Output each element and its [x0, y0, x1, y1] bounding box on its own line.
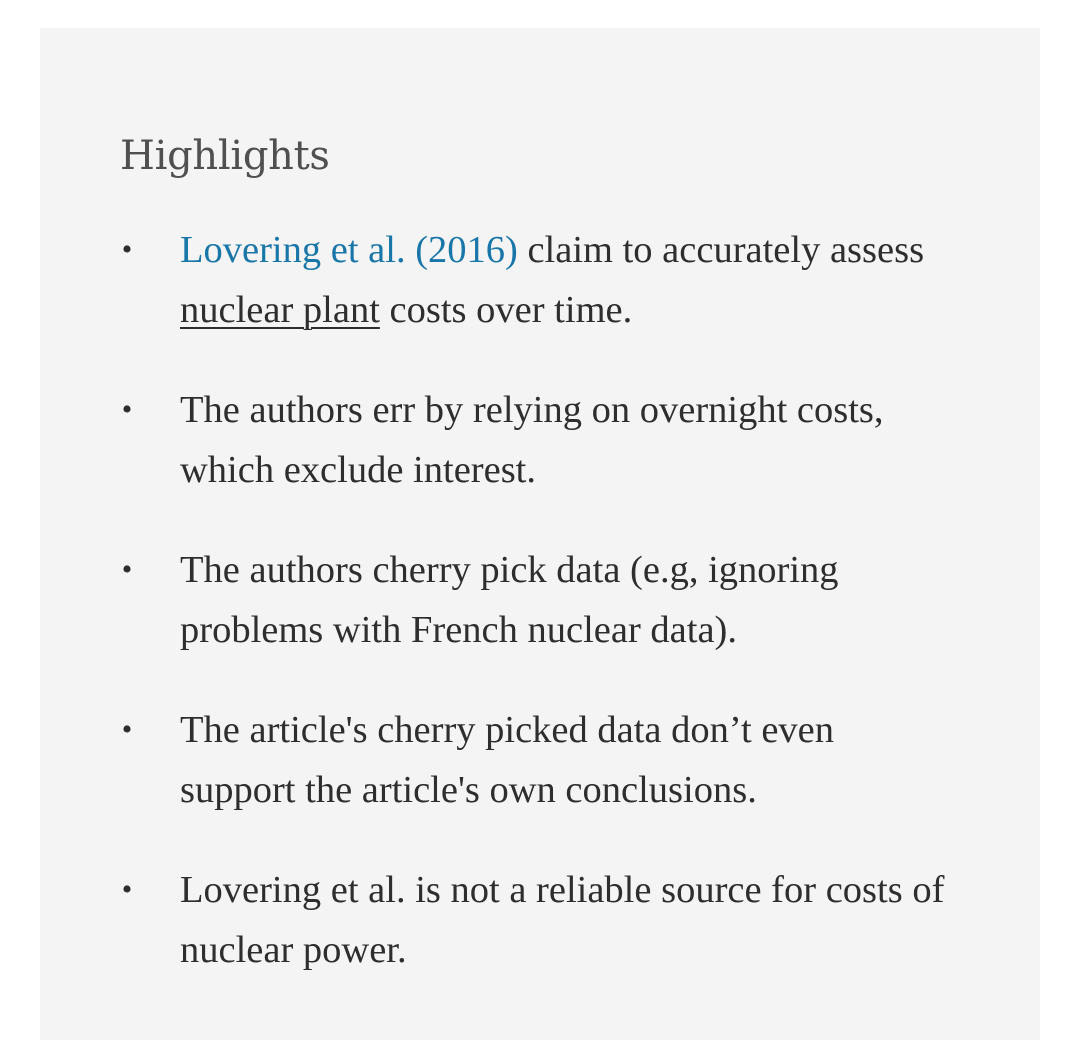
highlight-item-4 — [120, 700, 950, 820]
highlight-text-1 — [180, 229, 924, 331]
highlights-heading: Highlights — [120, 133, 330, 179]
highlights-panel — [40, 28, 1040, 1040]
highlights-list — [120, 220, 950, 1020]
highlight-text-1-middle: claim to accurately assess — [517, 229, 925, 271]
bullet-icon: • — [121, 553, 133, 586]
bullet-icon: • — [121, 393, 133, 426]
bullet-icon: • — [121, 713, 133, 746]
highlight-item-1 — [120, 220, 950, 340]
highlight-text-5: Lovering et al. is not a reliable source for costs of nuclear power. — [180, 869, 945, 971]
nuclear-plant-link[interactable]: nuclear plant — [180, 289, 380, 331]
highlight-text-2: The authors err by relying on overnight costs, which exclude interest. — [180, 389, 884, 491]
bullet-icon: • — [121, 873, 133, 906]
highlight-text-1-tail: costs over time. — [379, 289, 633, 331]
bullet-icon: • — [121, 233, 133, 266]
highlight-text-3: The authors cherry pick data (e.g, ignoring problems with French nuclear data). — [180, 549, 839, 651]
highlight-item-5 — [120, 860, 950, 980]
citation-link[interactable]: Lovering et al. (2016) — [180, 229, 518, 271]
highlight-text-4: The article's cherry picked data don’t even support the article's own conclusions. — [180, 709, 835, 811]
highlight-item-2 — [120, 380, 950, 500]
highlight-item-3 — [120, 540, 950, 660]
